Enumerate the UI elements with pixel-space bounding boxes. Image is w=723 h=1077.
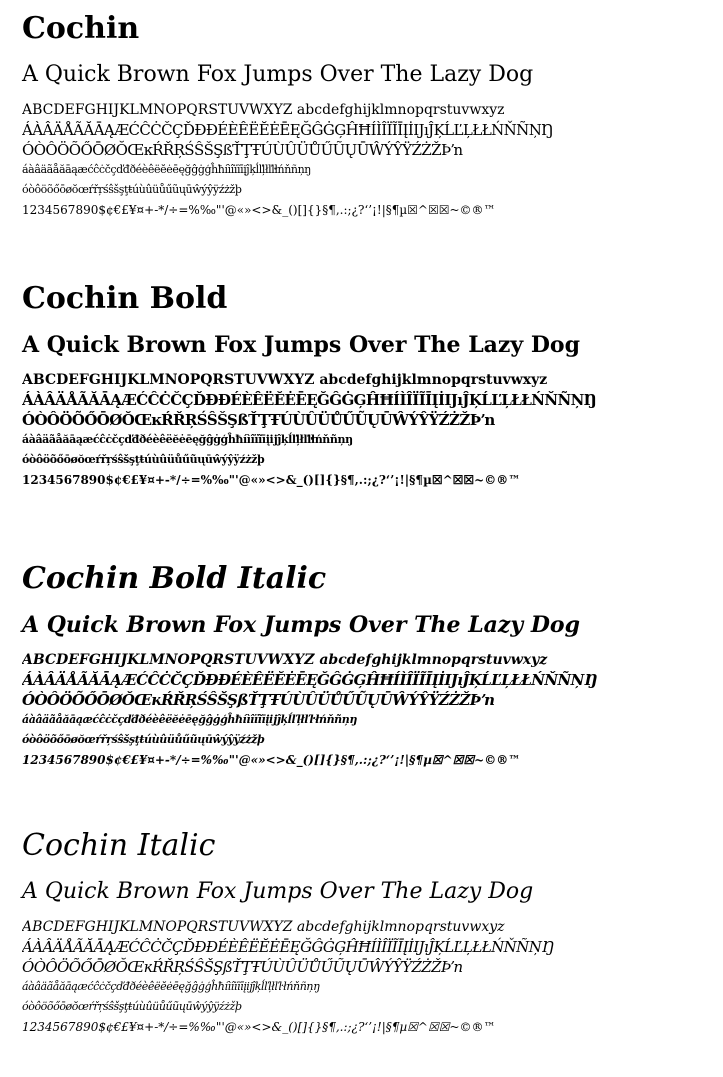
charset-lower-accented-1: áàâäãåăāąæćĉċčçďđðéèêëĕėēęğĝġģĥħíìîïĩīįĳĵķĺľļłľŀłńňñņŋ xyxy=(22,980,320,993)
charset-upper-accented-1: ÁÀÂÄÅÃĂĀĄÆĆĈĊČÇĎĐĐÉÈÊËĔĖĒĘĞĜĠĢĤĦÍÌÎÏĨĪĮİIJıĴĶĹĽĻŁŁŃŇÑŅŊ xyxy=(22,391,597,409)
specimen-pangram: A Quick Brown Fox Jumps Over The Lazy Dog xyxy=(22,62,534,87)
charset-lower-accented-1: áàâäãåăāąæćĉċčçďđðéèêëĕėēęğĝġģĥħíìîïĩīįĵķĺľļłľŀłńňñņŋ xyxy=(22,163,311,176)
charset-upper-accented-2: ÓÒÔÖÕŐŌØŎŒĸŔŘŖŚŜŠŞßŤŢŦÚÙÛÜŮŰŨŲŪŴÝŶŸŹŻŽÞŉ xyxy=(22,691,495,709)
specimen-charset xyxy=(22,100,712,220)
specimen-title: Cochin Bold Italic xyxy=(22,561,327,596)
specimen-section-regular xyxy=(22,12,712,220)
charset-upper-accented-1: ÁÀÂÄÅÃĂĀĄÆĆĈĊČÇĎĐĐÉÈÊËĔĖĒĘĞĜĠĢĤĦÍÌÎÏĨĪĮİIJıĴĶĹĽĻŁŁŃŇÑŅŊ xyxy=(22,121,554,139)
charset-basic-latin: ABCDEFGHIJKLMNOPQRSTUVWXYZ abcdefghijklmnopqrstuvwxyz xyxy=(22,652,548,668)
specimen-section-bold-italic xyxy=(22,562,712,770)
charset-lower-accented-1: áàâäãåăāąæćĉċčçďđðéèêëĕėēęğĝġģĥħíìîïĩīįĳĵķĺľļłľŀłńňñņŋ xyxy=(22,433,353,446)
charset-upper-accented-2: ÓÒÔÖÕŐŌØŎŒĸŔŘŖŚŜŠŞßŤŢŦÚÙÛÜŮŰŨŲŪŴÝŶŸŹŻŽÞŉ xyxy=(22,958,463,976)
charset-lower-accented-2: óòôöõőōøŏœŕřŗśŝšşţŧúùûüůűũųūŵýŷÿźżžþ xyxy=(22,453,265,466)
charset-digits-symbols: 1234567890$¢€£¥¤+-*/÷=%‰"'@«»<>&_()[]{}§¶,.:;¿?‘’¡!|§¶µ☒^☒☒~©®™ xyxy=(22,203,496,217)
specimen-section-italic xyxy=(22,829,712,1037)
specimen-charset xyxy=(22,370,712,490)
specimen-title: Cochin xyxy=(22,11,140,46)
specimen-charset xyxy=(22,917,712,1037)
charset-upper-accented-2: ÓÒÔÖÕŐŌØŎŒĸŔŘŖŚŜŠŞßŤŢŦÚÙÛÜŮŰŨŲŪŴÝŶŸŹŻŽÞŉ xyxy=(22,411,495,429)
specimen-title: Cochin Bold xyxy=(22,281,228,316)
charset-lower-accented-2: óòôöõőōøŏœŕřŗśŝšşţŧúùûüůűũųūŵýŷÿźżžþ xyxy=(22,1000,242,1013)
charset-digits-symbols: 1234567890$¢€£¥¤+-*/÷=%‰"'@«»<>&_()[]{}§¶,.:;¿?‘’¡!|§¶µ☒^☒☒~©®™ xyxy=(22,753,521,767)
specimen-pangram: A Quick Brown Fox Jumps Over The Lazy Dog xyxy=(22,332,580,358)
specimen-pangram: A Quick Brown Fox Jumps Over The Lazy Dog xyxy=(22,879,534,904)
charset-lower-accented-2: óòôöõőōøŏœŕřŗśŝšşţŧúùûüůűũųūŵýŷÿźżžþ xyxy=(22,183,242,196)
charset-upper-accented-1: ÁÀÂÄÅÃĂĀĄÆĆĈĊČÇĎĐĐÉÈÊËĔĖĒĘĞĜĠĢĤĦÍÌÎÏĨĪĮİIJıĴĶĹĽĻŁŁŃŇÑŅŊ xyxy=(22,938,554,956)
charset-digits-symbols: 1234567890$¢€£¥¤+-*/÷=%‰"'@«»<>&_()[]{}§¶,.:;¿?‘’¡!|§¶µ☒^☒☒~©®™ xyxy=(22,473,521,487)
specimen-section-bold xyxy=(22,282,712,490)
charset-upper-accented-2: ÓÒÔÖÕŐŌØŎŒĸŔŘŖŚŜŠŞßŤŢŦÚÙÛÜŮŰŨŲŪŴÝŶŸŹŻŽÞŉ xyxy=(22,141,463,159)
charset-basic-latin: ABCDEFGHIJKLMNOPQRSTUVWXYZ abcdefghijklmnopqrstuvwxyz xyxy=(22,372,548,388)
charset-upper-accented-1: ÁÀÂÄÅÃĂĀĄÆĆĈĊČÇĎĐĐÉÈÊËĔĖĒĘĞĜĠĢĤĦÍÌÎÏĨĪĮİIJıĴĶĹĽĻŁŁŃŇÑŅŊ xyxy=(22,671,597,689)
specimen-pangram: A Quick Brown Fox Jumps Over The Lazy Dog xyxy=(22,612,580,638)
specimen-charset xyxy=(22,650,712,770)
charset-lower-accented-1: áàâäãåăāąæćĉċčçďđðéèêëĕėēęğĝġģĥħíìîïĩīįĳĵķĺľļłľŀłńňñņŋ xyxy=(22,713,357,726)
charset-lower-accented-2: óòôöõőōøŏœŕřŗśŝšşţŧúùûüůűũųūŵýŷÿźżžþ xyxy=(22,733,265,746)
charset-digits-symbols: 1234567890$¢€£¥¤+-*/÷=%‰"'@«»<>&_()[]{}§¶,.:;¿?‘’¡!|§¶µ☒^☒☒~©®™ xyxy=(22,1020,496,1034)
charset-basic-latin: ABCDEFGHIJKLMNOPQRSTUVWXYZ abcdefghijklmnopqrstuvwxyz xyxy=(22,919,505,935)
specimen-title: Cochin Italic xyxy=(22,828,216,863)
charset-basic-latin: ABCDEFGHIJKLMNOPQRSTUVWXYZ abcdefghijklmnopqrstuvwxyz xyxy=(22,102,505,118)
